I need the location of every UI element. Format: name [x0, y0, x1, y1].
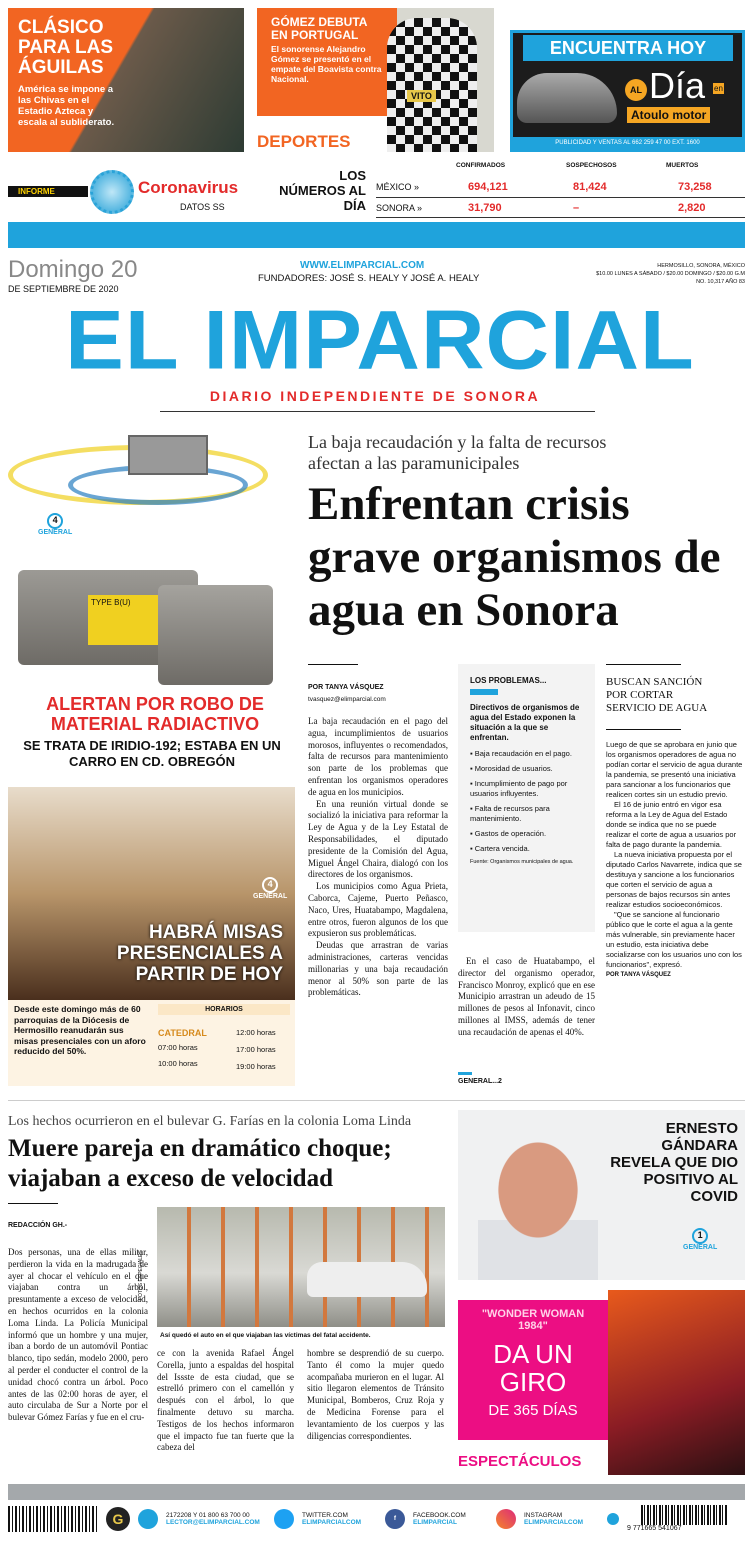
- player-photo: [387, 18, 477, 152]
- agua-col2: En el caso de Huatabampo, el director del organismo operador, Francisco Monroy, explicó que en ese Municipio arrastran un adeudo de 15 millones de pesos al Infonavit, cinco millones al IMSS, además de tener una recaudación de apenas el 40%.: [458, 956, 595, 1037]
- meta-issue: NO. 10,317 AÑO 83: [696, 279, 745, 285]
- schedule-title: HORARIOS: [158, 1004, 290, 1015]
- promo-text: América se impone a las Chivas en el Estadio Azteca y escala al subliderato.: [18, 84, 115, 128]
- ref-section: GENERAL: [683, 1244, 718, 1251]
- ad-footer: PUBLICIDAD Y VENTAS AL 662 259 47 00 EXT. 1600: [513, 137, 742, 149]
- ad-brand-dia: Día: [649, 65, 706, 106]
- promo-gomez[interactable]: [257, 8, 494, 152]
- user-icon: [138, 1509, 158, 1529]
- ad-headline-a: ENCUENTRA: [549, 38, 663, 58]
- side-text: [606, 740, 743, 980]
- agua-col1: [308, 716, 448, 999]
- ad-brand-al: AL: [625, 79, 647, 101]
- barcode-right: [641, 1505, 727, 1525]
- photo-credit: FOTOS ESPECIALES: [138, 1250, 144, 1300]
- device-label: TYPE B(U): [88, 595, 168, 645]
- choque-byline: REDACCIÓN GH.-: [8, 1222, 68, 1229]
- logo-icon: G: [106, 1507, 130, 1531]
- ref-badge[interactable]: [253, 877, 287, 900]
- choque-col3: hombre se desprendió de su cuerpo. Tanto él como la mujer quedo acompañaba murieron en el lugar. Al sitio llegaron elementos de Tránsito Municipal, Bomberos, Cruz Roja y de Medicina Forense para el levantamiento de los cuerpos y las diligencias correspondientes.: [307, 1348, 444, 1441]
- covid-row-mexico: [376, 176, 745, 198]
- footer-gray-bar: [8, 1484, 745, 1500]
- date-day: Domingo 20: [8, 256, 138, 283]
- promo-clasico[interactable]: [8, 8, 244, 152]
- box-intro: Directivos de organismos de agua del Estado exponen la situación a la que se enfrentan.: [470, 703, 580, 742]
- jersey-sponsor: VITO: [407, 90, 436, 102]
- ref-section: GENERAL: [38, 529, 73, 536]
- ref-number: 4: [47, 513, 63, 529]
- church-photo[interactable]: [8, 787, 295, 1000]
- choque-kicker: Los hechos ocurrieron en el bulevar G. Farías en la colonia Loma Linda: [8, 1114, 412, 1129]
- founders: FUNDADORES: JOSÉ S. HEALY Y JOSÉ A. HEALY: [258, 273, 480, 284]
- box-item: ▪ Gastos de operación.: [470, 829, 547, 838]
- twitter-handle[interactable]: ELIMPARCIALCOM: [302, 1519, 362, 1526]
- box-item: ▪ Baja recaudación en el pago.: [470, 749, 572, 758]
- paragraph: La baja recaudación en el pago del agua, incumplimientos de usuarios morosos, influyentes o recomendados, falta de recursos para mantenimiento son parte de los problemas que enfrentan los organismos operadores de agua en los municipios.: [308, 716, 448, 797]
- box-item: ▪ Cartera vencida.: [470, 844, 530, 853]
- side-headline: BUSCAN SANCIÓN POR CORTAR SERVICIO DE AGUA: [606, 676, 708, 714]
- footer-email[interactable]: LECTOR@ELIMPARCIAL.COM: [166, 1519, 260, 1526]
- schedule-time: 19:00 horas: [236, 1062, 276, 1071]
- agua-kicker: La baja recaudación y la falta de recursos afectan a las paramunicipales: [308, 432, 607, 473]
- choque-headline[interactable]: Muere pareja en dramático choque; viajaban a exceso de velocidad: [8, 1135, 392, 1192]
- row-value: 73,258: [678, 180, 712, 193]
- schedule-place: CATEDRAL: [158, 1028, 207, 1038]
- crash-photo[interactable]: [157, 1207, 445, 1327]
- gandara-promo[interactable]: [458, 1110, 745, 1280]
- box-item: ▪ Incumplimiento de pago por usuarios influyentes.: [470, 779, 568, 798]
- box-item: ▪ Falta de recursos para mantenimiento.: [470, 804, 550, 823]
- col-header: SOSPECHOSOS: [566, 162, 617, 169]
- radio-headline[interactable]: ALERTAN POR ROBO DE MATERIAL RADIACTIVO: [46, 694, 264, 734]
- gandara-headline: ERNESTO GÁNDARA REVELA QUE DIO POSITIVO AL COVID: [610, 1120, 738, 1205]
- paragraph: Deudas que arrastran de varias administraciones, carteras vencidas millonarias y una baja recaudación menor al 50% son parte de las problemáticas.: [308, 940, 448, 998]
- ad-brand-sub: Atoulo motor: [627, 107, 710, 123]
- ref-number: 1: [692, 1228, 708, 1244]
- box-title: LOS PROBLEMAS...: [470, 676, 547, 685]
- ad-brand-en: en: [714, 84, 723, 93]
- schedule-time: 17:00 horas: [236, 1045, 276, 1054]
- ww-photo: [608, 1290, 745, 1475]
- virus-icon: [90, 170, 134, 214]
- meta-price: $10.00 LUNES A SÁBADO / $20.00 DOMINGO / $20.00 G.M: [596, 271, 745, 277]
- ww-sub: DE 365 DÍAS: [488, 1402, 578, 1419]
- ref-section: GENERAL: [253, 893, 288, 900]
- choque-col1: Dos personas, una de ellas militar, perdieron la vida en la madrugada de ayer al chocar el vehículo en el que viajaban contra un árbol, presuntamente a exceso de velocidad, en hechos ocurridos en la colonia Loma Linda. La Policía Municipal informó que un hombre y una mujer, iban a bordo de un automóvil Pontiac blanco, tipo sedán, modelo 2000, pero al perder el conducter el control de la unidad chocó contra un árbol. Poco antes de las 02:00 horas de ayer, el auto circulaba de Sur a Norte por el bulevar Gómez Farías y fue en el cru-: [8, 1247, 148, 1423]
- ref-number: 4: [262, 877, 278, 893]
- paragraph: Luego de que se aprobara en junio que los organismos operadores de agua no podían cortar el servicio de agua durante la pandemia, se presentó una iniciativa para sancionar a los funcionarios que realicen cortes sin un estudio previo.: [606, 740, 743, 799]
- covid-label: LOS NÚMEROS AL DÍA: [279, 168, 366, 213]
- box-source: Fuente: Organismos municipales de agua.: [470, 859, 574, 865]
- radio-subhead: SE TRATA DE IRIDIO-192; ESTABA EN UN CARRO EN CD. OBREGÓN: [23, 738, 281, 769]
- ww-big: DA UN GIRO: [493, 1339, 573, 1397]
- box-item: ▪ Morosidad de usuarios.: [470, 764, 553, 773]
- paragraph: Los municipios como Agua Prieta, Caborca, Cajeme, Puerto Peñasco, Naco, Ures, Huatabampo, Magdalena, entre otros, fueron algunos de los que expusieron sus problemáticas.: [308, 881, 448, 939]
- barcode-number: 9 771665 541067: [627, 1525, 682, 1532]
- facebook-icon: f: [385, 1509, 405, 1529]
- photo-caption: Así quedó el auto en el que viajaban las víctimas del fatal accidente.: [160, 1332, 371, 1339]
- car-image: [517, 73, 617, 123]
- top-blue-bar: [8, 222, 745, 248]
- site-url[interactable]: WWW.ELIMPARCIAL.COM: [300, 260, 425, 271]
- promo-title: GÓMEZ DEBUTA EN PORTUGAL: [271, 15, 367, 42]
- instagram-label: INSTAGRAM: [524, 1512, 563, 1519]
- instagram-handle[interactable]: ELIMPARCIALCOM: [524, 1519, 584, 1526]
- radioactive-equipment-photo: [8, 425, 295, 690]
- row-value: 2,820: [678, 201, 706, 214]
- paragraph: El 16 de junio entró en vigor esa reforma a la Ley de Agua del Estado donde se indica que no se puede realizar el corte de agua a usuarios por falta de pago durante la pandemia.: [606, 800, 737, 849]
- footer-phone: 2172208 Y 01 800 63 700 00: [166, 1512, 250, 1519]
- row-value: 31,790: [468, 201, 502, 214]
- promo-title: CLÁSICO PARA LAS ÁGUILAS: [18, 17, 113, 78]
- informe-tag: INFORME: [8, 186, 88, 197]
- recycle-icon: [607, 1513, 619, 1525]
- facebook-label: FACEBOOK.COM: [413, 1512, 466, 1519]
- paragraph: "Que se sancione al funcionario público que le corte el agua a la gente más vulnerable, sin previamente hacer un estudio, esta iniciativa debe socializarse con los usuarios uno con los funcionarios", expresó.: [606, 910, 742, 969]
- side-byline: POR TANYA VÁSQUEZ: [606, 972, 671, 978]
- wonder-woman-promo[interactable]: [458, 1290, 745, 1475]
- paragraph: En una reunión virtual donde se socializó la iniciativa para reformar la Ley de Agua y de la Ley Estatal de Responsabilidades, el diputado presidente de la Comisión del Agua, Miguel Ángel Chaira, dialogó con los directores de los organismos.: [308, 798, 448, 880]
- instagram-icon: [496, 1509, 516, 1529]
- col-header: CONFIRMADOS: [456, 162, 506, 169]
- ww-section: ESPECTÁCULOS: [458, 1453, 582, 1470]
- jump-link[interactable]: GENERAL...2: [458, 1078, 502, 1085]
- tagline: DIARIO INDEPENDIENTE DE SONORA: [209, 388, 541, 404]
- covid-row-sonora: [376, 198, 745, 218]
- ad-al-dia[interactable]: [510, 30, 745, 152]
- twitter-label: TWITTER.COM: [302, 1512, 348, 1519]
- agua-email[interactable]: tvasquez@elimparcial.com: [308, 696, 386, 703]
- col-header: MUERTOS: [666, 162, 699, 169]
- problems-box: [458, 664, 595, 932]
- meta-city: HERMOSILLO, SONORA, MÉXICO: [657, 263, 745, 269]
- twitter-icon: [274, 1509, 294, 1529]
- row-value: 81,424: [573, 180, 607, 193]
- misas-headline: HABRÁ MISAS PRESENCIALES A PARTIR DE HOY: [116, 922, 283, 985]
- row-place: MÉXICO »: [376, 181, 420, 192]
- row-value: –: [573, 201, 580, 214]
- section-label: DEPORTES: [257, 132, 351, 151]
- ad-headline-b: HOY: [667, 38, 707, 58]
- choque-col2: ce con la avenida Rafael Ángel Corella, junto a espaldas del hospital del Issste de esta ciudad, que se estrelló primero con el camellón y después con el árbol, lo que finalmente detuvo su marcha. Testigos de los hechos informaron que el impacto fue tan fuerte que la cabeza del: [157, 1348, 294, 1453]
- schedule-time: 10:00 horas: [158, 1059, 198, 1068]
- ref-badge[interactable]: [683, 1228, 717, 1251]
- facebook-handle[interactable]: ELIMPARCIAL: [413, 1519, 457, 1526]
- agua-byline: POR TANYA VÁSQUEZ: [308, 684, 384, 691]
- barcode-left: [8, 1506, 98, 1532]
- ww-title: "WONDER WOMAN 1984": [481, 1308, 585, 1332]
- gandara-photo: [478, 1130, 598, 1280]
- schedule-time: 12:00 horas: [236, 1028, 276, 1037]
- date-full: DE SEPTIEMBRE DE 2020: [8, 284, 119, 294]
- covid-title: Coronavirus: [138, 178, 239, 197]
- paragraph: La nueva iniciativa propuesta por el diputado Carlos Navarrete, indica que se destituya y sancione a los funcionarios que corten el servicio de agua a personas de bajos recursos sin antes realizar estudios socioeconómicos.: [606, 850, 742, 909]
- covid-banner: [8, 162, 745, 220]
- promo-text: El sonorense Alejandro Gómez se presentó en el empate del Boavista contra Nacional.: [271, 44, 382, 84]
- ref-badge[interactable]: [38, 513, 72, 536]
- misas-info-box: [8, 1000, 295, 1086]
- footer: [8, 1503, 745, 1535]
- newspaper-logo: EL IMPARCIAL: [65, 292, 695, 387]
- schedule-time: 07:00 horas: [158, 1043, 198, 1052]
- row-place: SONORA »: [376, 202, 423, 213]
- misas-text: Desde este domingo más de 60 parroquias de la Diócesis de Hermosillo reanudarán sus misas presenciales con un aforo reducido del 50%.: [14, 1004, 146, 1056]
- row-value: 694,121: [468, 180, 508, 193]
- covid-source: DATOS SS: [180, 202, 225, 212]
- agua-headline[interactable]: Enfrentan crisis grave organismos de agua en Sonora: [308, 478, 721, 636]
